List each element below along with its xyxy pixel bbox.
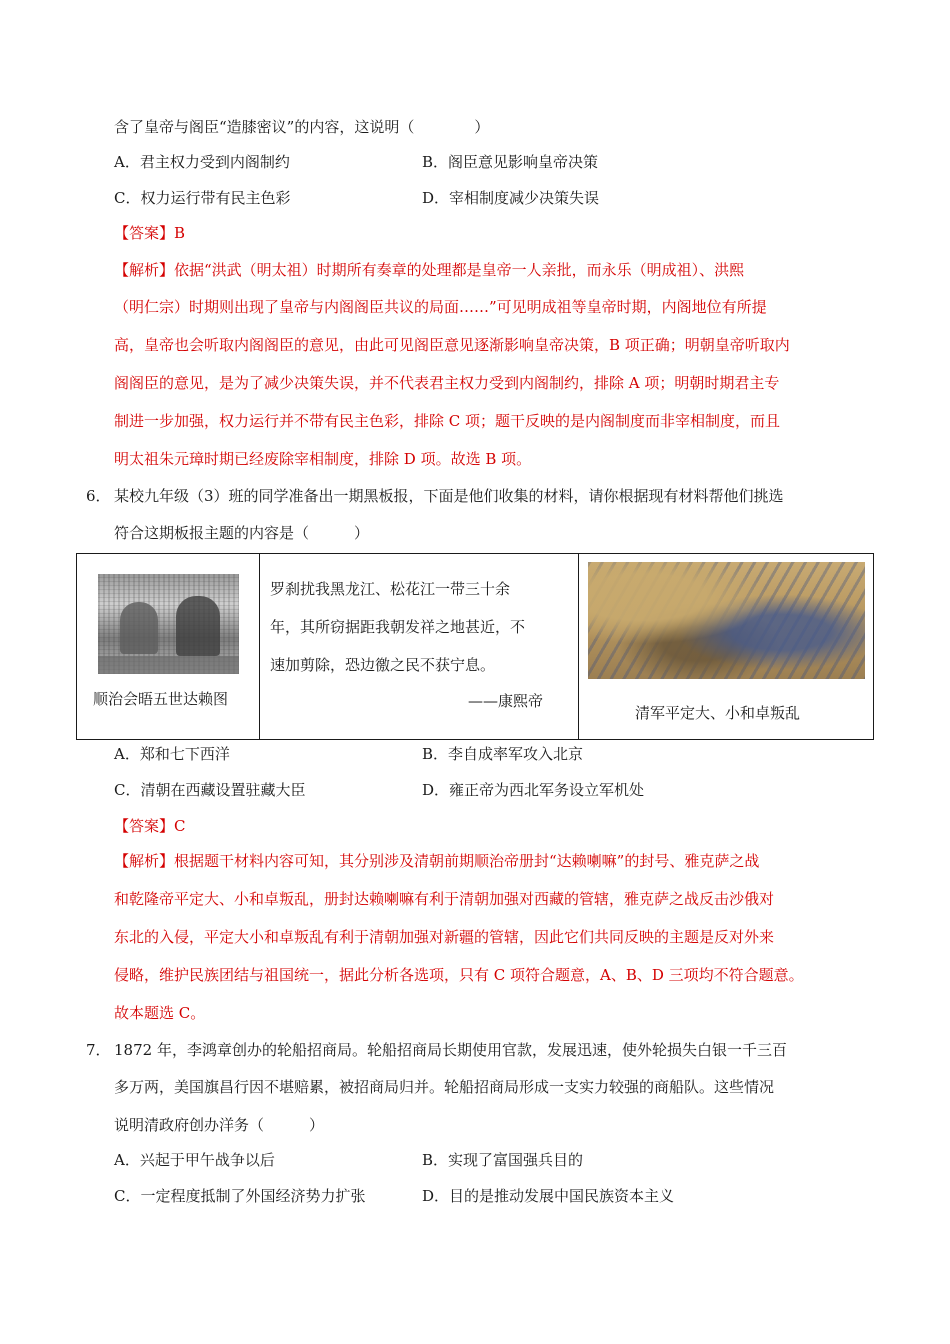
q6-stem-line: 符合这期板报主题的内容是（ ）	[114, 524, 370, 542]
q7-stem-line: 多万两，美国旗昌行因不堪赔累，被招商局归并。轮船招商局形成一支实力较强的商船队。这些情况	[114, 1078, 775, 1096]
q6-stem-line: 某校九年级（3）班的同学准备出一期黑板报，下面是他们收集的材料，请你根据现有材料帮他们挑选	[114, 487, 784, 505]
q5-option-d: D．宰相制度减少决策失误	[422, 189, 600, 207]
q7-number: 7．	[86, 1041, 111, 1059]
q6-analysis-line: 东北的入侵，平定大小和卓叛乱有利于清朝加强对新疆的管辖，因此它们共同反映的主题是反对外来	[114, 928, 775, 946]
quote-line: 罗刹扰我黑龙江、松花江一带三十余	[270, 580, 511, 598]
q6-answer: 【答案】C	[114, 817, 186, 835]
caption-battle: 清军平定大、小和卓叛乱	[635, 704, 801, 722]
quote-line: 速加剪除，恐边徼之民不获宁息。	[270, 656, 496, 674]
quote-line: 年，其所窃据距我朝发祥之地甚近，不	[270, 618, 526, 636]
caption-dalai: 顺治会晤五世达赖图	[93, 690, 229, 708]
q6-option-c: C．清朝在西藏设置驻藏大臣	[114, 781, 306, 799]
q6-option-a: A．郑和七下西洋	[114, 745, 230, 763]
quote-source: ——康熙帝	[468, 692, 544, 710]
q7-stem-line: 说明清政府创办洋务（ ）	[114, 1116, 325, 1134]
material-cell-dalai	[77, 554, 260, 739]
q5-analysis-line: 阁阁臣的意见，是为了减少决策失误，并不代表君主权力受到内阁制约，排除 A 项；明朝时期君主专	[114, 374, 780, 392]
q5-answer: 【答案】B	[114, 224, 186, 242]
q6-analysis-line: 和乾隆帝平定大、小和卓叛乱，册封达赖喇嘛有利于清朝加强对西藏的管辖，雅克萨之战反击沙俄对	[114, 890, 775, 908]
shunzhi-meets-dalai-image	[98, 574, 239, 674]
materials-table	[76, 553, 874, 740]
q6-number: 6．	[86, 487, 111, 505]
q5-analysis-line: （明仁宗）时期则出现了皇帝与内阁阁臣共议的局面……”可见明成祖等皇帝时期，内阁地位有所提	[114, 298, 767, 316]
q6-option-b: B．李自成率军攻入北京	[422, 745, 584, 763]
q5-stem-tail: 含了皇帝与阁臣“造膝密议”的内容，这说明（ ）	[114, 118, 490, 136]
q7-option-c: C．一定程度抵制了外国经济势力扩张	[114, 1187, 366, 1205]
q6-option-d: D．雍正帝为西北军务设立军机处	[422, 781, 645, 799]
q6-analysis-line: 侵略，维护民族团结与祖国统一，据此分析各选项，只有 C 项符合题意，A、B、D 三项均不符合题意。	[114, 966, 804, 984]
q7-option-b: B．实现了富国强兵目的	[422, 1151, 584, 1169]
q6-analysis-line: 【解析】根据题干材料内容可知，其分别涉及清朝前期顺治帝册封“达赖喇嘛”的封号、雅克萨之战	[114, 852, 760, 870]
q7-option-d: D．目的是推动发展中国民族资本主义	[422, 1187, 675, 1205]
q5-analysis-line: 明太祖朱元璋时期已经废除宰相制度，排除 D 项。故选 B 项。	[114, 450, 532, 468]
q7-option-a: A．兴起于甲午战争以后	[114, 1151, 275, 1169]
q5-option-b: B．阁臣意见影响皇帝决策	[422, 153, 599, 171]
q5-analysis-line: 高，皇帝也会听取内阁阁臣的意见，由此可见阁臣意见逐渐影响皇帝决策，B 项正确；明朝皇帝听取内	[114, 336, 790, 354]
q6-analysis-line: 故本题选 C。	[114, 1004, 206, 1022]
qing-army-battle-image	[588, 562, 865, 679]
material-cell-battle	[579, 554, 873, 739]
q5-option-a: A．君主权力受到内阁制约	[114, 153, 290, 171]
material-cell-quote	[260, 554, 579, 739]
q5-option-c: C．权力运行带有民主色彩	[114, 189, 291, 207]
q5-analysis-line: 制进一步加强，权力运行并不带有民主色彩，排除 C 项；题干反映的是内阁制度而非宰相制度，而且	[114, 412, 781, 430]
q5-analysis-line: 【解析】依据“洪武（明太祖）时期所有奏章的处理都是皇帝一人亲批，而永乐（明成祖）、洪熙	[114, 261, 745, 279]
q7-stem-line: 1872 年，李鸿章创办的轮船招商局。轮船招商局长期使用官款，发展迅速，使外轮损失白银一千三百	[114, 1041, 787, 1059]
